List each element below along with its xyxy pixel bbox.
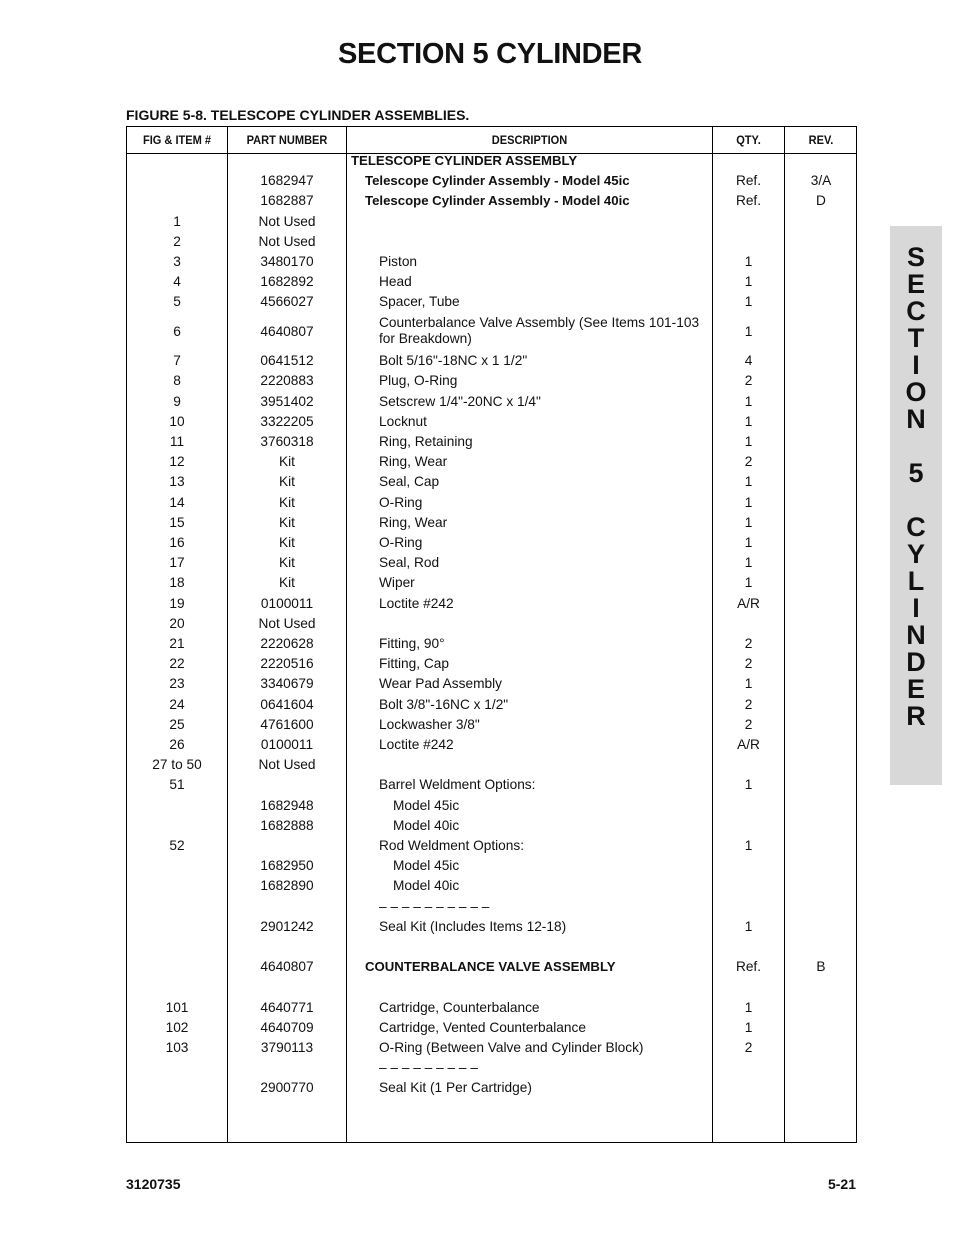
cell-part-number: 4640807 <box>260 959 314 975</box>
table-row <box>127 676 856 696</box>
cell-part-number: 2220516 <box>260 656 314 672</box>
table-row <box>127 777 856 797</box>
cell-part-number: Not Used <box>258 615 316 631</box>
cell-fig-item: 26 <box>169 737 185 752</box>
cell-description: Telescope Cylinder Assembly - Model 40ic <box>365 193 630 209</box>
cell-qty: 2 <box>744 1040 753 1055</box>
cell-description: Setscrew 1/4"-20NC x 1/4" <box>379 393 541 409</box>
side-tab-letter: S <box>906 242 925 272</box>
cell-qty: 2 <box>744 656 753 672</box>
section-side-tab <box>890 226 942 785</box>
cell-qty: 1 <box>744 555 753 571</box>
cell-qty: 2 <box>744 636 753 651</box>
cell-description: – – – – – – – – – – <box>379 898 490 914</box>
cell-part-number: 3760318 <box>260 434 314 449</box>
cell-part-number: 1682887 <box>260 193 314 209</box>
cell-fig-item: 16 <box>169 535 185 550</box>
cell-fig-item: 15 <box>169 514 185 530</box>
cell-fig-item: 13 <box>169 474 185 490</box>
header-part-number: PART NUMBER <box>246 133 328 147</box>
cell-description: Seal Kit (1 Per Cartridge) <box>379 1080 532 1096</box>
cell-description-continued: for Breakdown) <box>379 330 472 346</box>
cell-part-number: 0100011 <box>260 737 314 752</box>
cell-fig-item: 21 <box>169 636 185 651</box>
table-row <box>127 214 856 234</box>
cell-fig-item: 17 <box>169 555 185 571</box>
table-row <box>127 656 856 676</box>
cell-part-number: 0641512 <box>260 353 314 369</box>
cell-qty: 1 <box>744 254 753 269</box>
table-row <box>127 838 856 858</box>
cell-part-number: Not Used <box>258 233 316 249</box>
cell-qty: 1 <box>744 393 753 409</box>
table-row <box>127 899 856 919</box>
cell-description: Seal Kit (Includes Items 12-18) <box>379 918 567 934</box>
cell-part-number: 3340679 <box>260 676 314 692</box>
table-row <box>127 353 856 373</box>
cell-part-number: 1682892 <box>260 274 314 290</box>
cell-qty: 1 <box>744 274 753 290</box>
cell-description: Loctite #242 <box>379 595 454 611</box>
table-row <box>127 1000 856 1020</box>
cell-description: Telescope Cylinder Assembly - Model 45ic <box>365 173 630 189</box>
cell-qty: 2 <box>744 454 753 470</box>
cell-qty: 1 <box>744 413 753 429</box>
cell-fig-item: 2 <box>173 233 181 249</box>
table-row <box>127 274 856 294</box>
table-row <box>127 394 856 414</box>
cell-qty: 1 <box>744 535 753 550</box>
cell-part-number: 4566027 <box>260 294 314 310</box>
cell-fig-item: 6 <box>173 323 181 339</box>
cell-part-number: 2901242 <box>260 918 314 934</box>
table-row <box>127 555 856 575</box>
table-row <box>127 193 856 213</box>
cell-part-number: 4640709 <box>260 1019 314 1035</box>
cell-fig-item: 22 <box>169 656 185 672</box>
cell-description: Lockwasher 3/8" <box>379 716 480 732</box>
cell-fig-item: 9 <box>173 393 181 409</box>
table-row <box>127 535 856 555</box>
table-row <box>127 575 856 595</box>
table-row <box>127 979 856 999</box>
cell-description: Cartridge, Vented Counterbalance <box>379 1019 586 1035</box>
table-row <box>127 454 856 474</box>
cell-qty: 1 <box>744 323 753 339</box>
cell-qty: Ref. <box>735 173 762 189</box>
cell-fig-item: 27 to 50 <box>152 757 202 773</box>
cell-part-number: 0641604 <box>260 696 314 712</box>
cell-qty: 1 <box>744 514 753 530</box>
cell-fig-item: 5 <box>173 294 181 310</box>
table-row <box>127 254 856 274</box>
table-row <box>127 474 856 494</box>
cell-part-number: 4640807 <box>260 323 314 339</box>
cell-part-number: Kit <box>279 514 295 530</box>
side-tab-letter: N <box>906 620 926 650</box>
cell-part-number: Not Used <box>258 757 316 773</box>
table-row <box>127 858 856 878</box>
document-number: 3120735 <box>126 1176 181 1192</box>
cell-fig-item: 1 <box>173 213 181 229</box>
cell-fig-item: 101 <box>165 999 189 1015</box>
cell-description: Bolt 3/8"-16NC x 1/2" <box>379 696 509 712</box>
cell-qty: 2 <box>744 373 753 389</box>
cell-description: TELESCOPE CYLINDER ASSEMBLY <box>351 153 578 168</box>
cell-description: Plug, O-Ring <box>379 373 458 389</box>
table-row <box>127 757 856 777</box>
cell-description: Spacer, Tube <box>379 294 460 310</box>
cell-part-number: 2220883 <box>260 373 314 389</box>
cell-description: Barrel Weldment Options: <box>379 777 536 793</box>
side-tab-letter: 5 <box>908 458 924 488</box>
side-tab-letter: L <box>907 566 925 596</box>
cell-part-number: 0100011 <box>260 595 314 611</box>
cell-part-number: Kit <box>279 555 295 571</box>
side-tab-letter: R <box>906 701 926 731</box>
cell-description: Loctite #242 <box>379 737 454 752</box>
side-tab-letter: O <box>905 377 927 407</box>
cell-description: O-Ring <box>379 494 423 510</box>
cell-qty: 1 <box>744 474 753 490</box>
cell-part-number: Kit <box>279 474 295 490</box>
cell-description: O-Ring (Between Valve and Cylinder Block) <box>379 1040 644 1055</box>
side-tab-letter: E <box>906 674 925 704</box>
side-tab-letter: I <box>912 350 920 380</box>
cell-description: Model 40ic <box>393 817 460 833</box>
side-tab-letter: C <box>906 512 926 542</box>
cell-description: Locknut <box>379 413 427 429</box>
cell-part-number: 3951402 <box>260 393 314 409</box>
cell-description: O-Ring <box>379 535 423 550</box>
cell-fig-item: 103 <box>165 1040 189 1055</box>
cell-qty: A/R <box>737 595 760 611</box>
cell-description: Model 45ic <box>393 858 460 874</box>
cell-qty: 1 <box>744 838 753 853</box>
cell-description: Piston <box>379 254 418 269</box>
cell-qty: A/R <box>737 737 760 752</box>
table-row <box>127 1020 856 1040</box>
cell-description: Counterbalance Valve Assembly (See Items 101-103 <box>379 314 700 330</box>
cell-description: Seal, Cap <box>379 474 440 490</box>
cell-description: Ring, Wear <box>379 514 448 530</box>
table-row <box>127 515 856 535</box>
cell-part-number: 1682888 <box>260 817 314 833</box>
cell-fig-item: 4 <box>173 274 181 290</box>
table-row <box>127 1060 856 1080</box>
cell-description: Ring, Wear <box>379 454 448 470</box>
cell-part-number: Kit <box>279 494 295 510</box>
table-row <box>127 414 856 434</box>
cell-part-number: 2220628 <box>260 636 314 651</box>
cell-fig-item: 14 <box>169 494 185 510</box>
cell-description: Bolt 5/16"-18NC x 1 1/2" <box>379 353 528 369</box>
cell-description: Wiper <box>379 575 415 591</box>
cell-qty: 1 <box>744 676 753 692</box>
cell-description: Fitting, 90° <box>379 636 445 651</box>
cell-part-number: 3480170 <box>260 254 314 269</box>
cell-qty: 1 <box>744 434 753 449</box>
table-row <box>127 596 856 616</box>
table-row <box>127 153 856 173</box>
table-row <box>127 373 856 393</box>
cell-part-number: Kit <box>279 454 295 470</box>
table-row <box>127 616 856 636</box>
cell-fig-item: 18 <box>169 575 185 591</box>
cell-qty: Ref. <box>735 193 762 209</box>
table-row <box>127 818 856 838</box>
header-rev: REV. <box>808 133 834 147</box>
table-row <box>127 737 856 757</box>
side-tab-letter: Y <box>906 539 925 569</box>
table-row <box>127 919 856 939</box>
cell-fig-item: 7 <box>173 353 181 369</box>
cell-description: Wear Pad Assembly <box>379 676 502 692</box>
cell-qty: 1 <box>744 777 753 793</box>
cell-description: Ring, Retaining <box>379 434 473 449</box>
cell-description: Seal, Rod <box>379 555 440 571</box>
table-row <box>127 939 856 959</box>
cell-description: Head <box>379 274 412 290</box>
table-row <box>127 434 856 454</box>
cell-fig-item: 12 <box>169 454 185 470</box>
cell-part-number: 2900770 <box>260 1080 314 1096</box>
cell-qty: 1 <box>744 1019 753 1035</box>
header-description: DESCRIPTION <box>491 133 568 147</box>
cell-description: COUNTERBALANCE VALVE ASSEMBLY <box>365 959 616 975</box>
header-qty: QTY. <box>736 133 761 147</box>
cell-fig-item: 24 <box>169 696 185 712</box>
side-tab-letter: I <box>912 593 920 623</box>
cell-qty: 1 <box>744 494 753 510</box>
cell-fig-item: 20 <box>169 615 185 631</box>
table-row <box>127 173 856 193</box>
cell-part-number: 1682890 <box>260 878 314 894</box>
cell-part-number: 3790113 <box>260 1040 314 1055</box>
cell-fig-item: 25 <box>169 716 185 732</box>
cell-qty: 4 <box>744 353 753 369</box>
table-row <box>127 234 856 254</box>
table-row <box>127 1080 856 1100</box>
cell-part-number: 1682950 <box>260 858 314 874</box>
page-title: SECTION 5 CYLINDER <box>338 38 642 70</box>
cell-part-number: Kit <box>279 575 295 591</box>
side-tab-letter: C <box>906 296 926 326</box>
cell-fig-item: 51 <box>169 777 185 793</box>
cell-description: Rod Weldment Options: <box>379 838 525 853</box>
table-row <box>127 959 856 979</box>
cell-part-number: 1682948 <box>260 797 314 813</box>
cell-qty: 1 <box>744 575 753 591</box>
cell-fig-item: 8 <box>173 373 181 389</box>
table-row <box>127 798 856 818</box>
cell-qty: 1 <box>744 294 753 310</box>
figure-caption: FIGURE 5-8. TELESCOPE CYLINDER ASSEMBLIES. <box>126 107 470 123</box>
table-row <box>127 495 856 515</box>
side-tab-letter: T <box>907 323 925 353</box>
table-row <box>127 697 856 717</box>
table-row <box>127 294 856 314</box>
side-tab-letter: N <box>906 404 926 434</box>
table-row <box>127 315 856 354</box>
cell-part-number: 1682947 <box>260 173 314 189</box>
cell-qty: 1 <box>744 918 753 934</box>
page-number: 5-21 <box>827 1176 856 1192</box>
cell-part-number: Not Used <box>258 213 316 229</box>
cell-fig-item: 11 <box>169 434 185 449</box>
cell-description: Fitting, Cap <box>379 656 449 672</box>
cell-fig-item: 52 <box>169 838 185 853</box>
header-fig-item: FIG & ITEM # <box>142 133 212 147</box>
cell-rev: 3/A <box>810 173 832 189</box>
cell-fig-item: 102 <box>165 1019 189 1035</box>
cell-qty: Ref. <box>735 959 762 975</box>
cell-description: Cartridge, Counterbalance <box>379 999 540 1015</box>
cell-fig-item: 23 <box>169 676 185 692</box>
side-tab-letter: E <box>906 269 925 299</box>
table-row <box>127 636 856 656</box>
cell-fig-item: 19 <box>169 595 185 611</box>
cell-qty: 2 <box>744 696 753 712</box>
table-row <box>127 878 856 898</box>
cell-part-number: Kit <box>279 535 295 550</box>
parts-table <box>126 126 857 1143</box>
cell-fig-item: 3 <box>173 254 181 269</box>
cell-part-number: 4640771 <box>260 999 314 1015</box>
table-row <box>127 1040 856 1060</box>
side-tab-letter: D <box>906 647 926 677</box>
cell-rev: B <box>816 959 826 975</box>
cell-qty: 1 <box>744 999 753 1015</box>
table-row <box>127 717 856 737</box>
cell-qty: 2 <box>744 716 753 732</box>
cell-part-number: 4761600 <box>260 716 314 732</box>
cell-description: Model 40ic <box>393 878 460 894</box>
cell-description: Model 45ic <box>393 797 460 813</box>
cell-description: – – – – – – – – – <box>379 1060 478 1076</box>
cell-fig-item: 10 <box>169 413 185 429</box>
cell-part-number: 3322205 <box>260 413 314 429</box>
cell-rev: D <box>816 193 826 209</box>
